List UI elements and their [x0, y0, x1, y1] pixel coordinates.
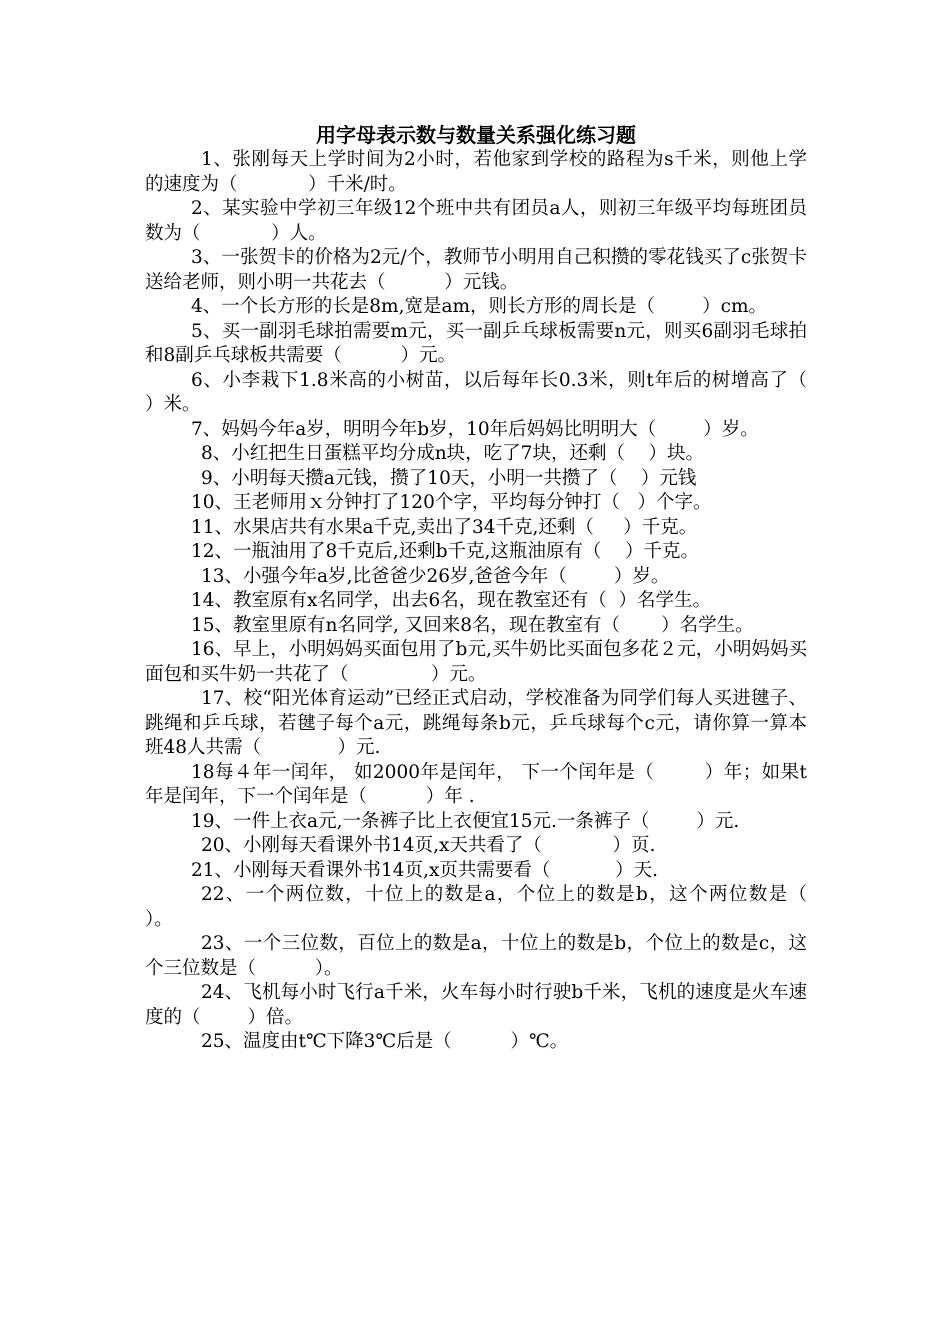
- worksheet-title: 用字母表示数与数量关系强化练习题: [316, 123, 636, 147]
- question-24: 24、飞机每小时飞行a千米，火车每小时行驶b千米，飞机的速度是火车速度的（ ）倍。: [145, 982, 807, 1028]
- question-12: 12、一瓶油用了8千克后,还剩b千克,这瓶油原有（ ）千克。: [191, 541, 699, 562]
- worksheet: [145, 122, 884, 1055]
- question-19: 19、一件上衣a元,一条裤子比上衣便宜15元.一条裤子（ ）元.: [191, 810, 740, 832]
- question-14: 14、教室原有x名同学，出去6名，现在教室还有（ ）名学生。: [191, 590, 712, 611]
- question-21: 21、小刚每天看课外书14页,x页共需要看（ ）天.: [191, 859, 658, 881]
- question-16: 16、早上，小明妈妈买面包用了b元,买牛奶比买面包多花２元，小明妈妈买面包和买牛奶一共花了（ ）元。: [145, 639, 807, 685]
- question-5: 5、买一副羽毛球拍需要m元，买一副乒乓球板需要n元，则买6副羽毛球拍和8副乒乓球板共需要（ ）元。: [145, 320, 807, 366]
- question-13: 13、小强今年a岁,比爸爸少26岁,爸爸今年（ ）岁。: [201, 565, 670, 587]
- question-11: 11、水果店共有水果a千克,卖出了34千克,还剩（ ）千克。: [191, 516, 698, 538]
- question-22: 22、一个两位数，十位上的数是a，个位上的数是b，这个两位数是（ ）。: [145, 884, 843, 930]
- question-8: 8、小红把生日蛋糕平均分成n块，吃了7块，还剩（ ）块。: [201, 443, 704, 464]
- question-20: 20、小刚每天看课外书14页,x天共看了（ ）页.: [201, 835, 656, 856]
- question-7: 7、妈妈今年a岁，明明今年b岁，10年后妈妈比明明大（ ）岁。: [191, 418, 759, 440]
- question-2: 2、某实验中学初三年级12个班中共有团员a人，则初三年级平均每班团员数为（ ）人。: [145, 198, 807, 244]
- question-15: 15、教室里原有n名同学, 又回来8名，现在教室有（ ）名学生。: [191, 614, 754, 636]
- question-18: 18每４年一闰年， 如2000年是闰年， 下一个闰年是（ ）年；如果t年是闰年，下一个闰年是（ ）年 .: [145, 761, 807, 807]
- question-4: 4、一个长方形的长是8m,宽是am，则长方形的周长是（ ）cm。: [191, 296, 767, 317]
- question-3: 3、一张贺卡的价格为2元/个，教师节小明用自己积攒的零花钱买了c张贺卡送给老师，则小明一共花去（ ）元钱。: [145, 247, 807, 293]
- question-17: 17、校“阳光体育运动”已经正式启动，学校准备为同学们每人买进毽子、跳绳和乒乓球，若毽子每个a元，跳绳每条b元，乒乓球每个c元，请你算一算本班48人共需（ ）元.: [145, 688, 807, 758]
- question-25: 25、温度由t℃下降3℃后是（ ）℃。: [201, 1031, 569, 1052]
- question-10: 10、王老师用ｘ分钟打了120个字，平均每分钟打（ ）个字。: [191, 492, 712, 513]
- question-6: 6、小李栽下1.8米高的小树苗，以后每年长0.3米，则t年后的树增高了（ ）米。: [145, 369, 884, 415]
- question-1: 1、张刚每天上学时间为2小时，若他家到学校的路程为s千米，则他上学的速度为（ ）千米/时。: [145, 149, 807, 195]
- question-23: 23、一个三位数，百位上的数是a，十位上的数是b，个位上的数是c，这个三位数是（ ）。: [145, 933, 807, 979]
- question-9: 9、小明每天攒a元钱，攒了10天，小明一共攒了（ ）元钱: [201, 467, 697, 489]
